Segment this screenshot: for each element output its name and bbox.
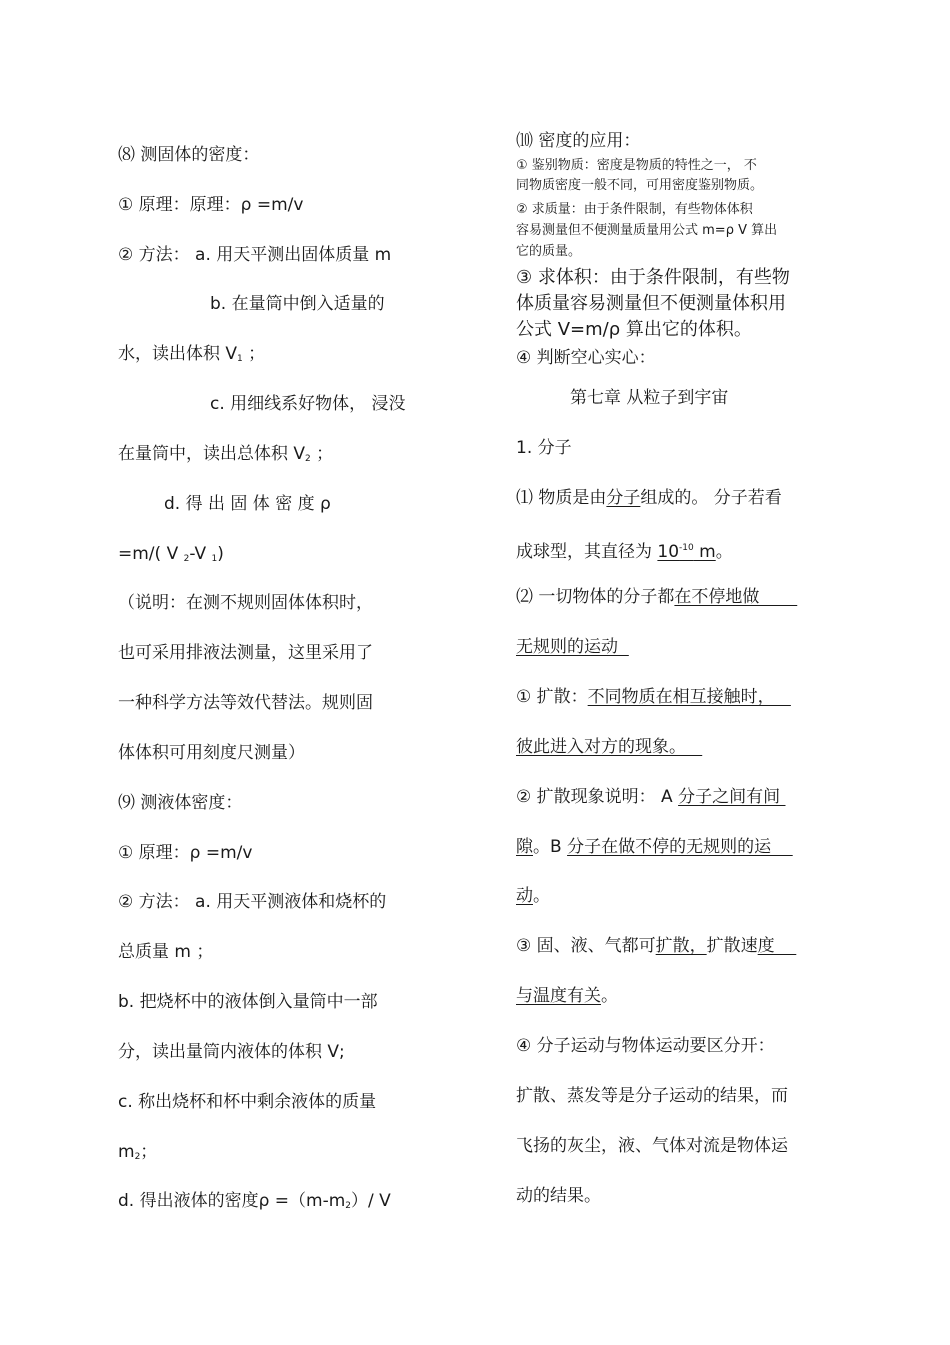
diffusion-states: ③ 固、液、气都可扩散，扩散速度 (516, 936, 797, 956)
molecule-1: ⑴ 物质是由分子组成的。 分子若看 (516, 488, 782, 508)
solid-method-d: d. 得 出 固 体 密 度 ρ (164, 494, 331, 514)
note-line-4: 体体积可用刻度尺测量） (118, 743, 305, 763)
molecule-2-cont: 无规则的运动 (516, 637, 629, 657)
section-9-heading: ⑼ 测液体密度： (118, 793, 243, 813)
solid-method-a: ② 方法： a. 用天平测出固体质量 m (118, 245, 392, 265)
motion-distinguish: ④ 分子运动与物体运动要区分开： (516, 1036, 775, 1056)
liquid-method-b: b. 把烧杯中的液体倒入量筒中一部 (118, 992, 378, 1012)
diffusion-def: ① 扩散：不同物质在相互接触时， (516, 687, 791, 707)
app-volume-1: ③ 求体积：由于条件限制，有些物 (516, 267, 790, 288)
section-8-heading: ⑻ 测固体的密度： (118, 145, 260, 165)
note-line-2: 也可采用排液法测量，这里采用了 (118, 643, 373, 663)
motion-distinguish-4: 动的结果。 (516, 1186, 601, 1206)
app-mass-2: 容易测量但不便测量质量用公式 m=ρ V 算出 (516, 223, 778, 238)
app-hollow: ④ 判断空心实心： (516, 348, 656, 368)
app-identify-2: 同物质密度一般不同，可用密度鉴别物质。 (516, 178, 764, 193)
liquid-principle: ① 原理：ρ =m/v (118, 843, 253, 863)
liquid-method-a-cont: 总质量 m ； (118, 942, 214, 962)
app-volume-3: 公式 V=m/ρ 算出它的体积。 (516, 319, 752, 340)
app-identify-1: ① 鉴别物质：密度是物质的特性之一， 不 (516, 158, 757, 173)
diffusion-explain-cont: 隙。B 分子在做不停的无规则的运 (516, 837, 793, 857)
diffusion-explain: ② 扩散现象说明： A 分子之间有间 (516, 787, 786, 807)
motion-distinguish-3: 飞扬的灰尘，液、气体对流是物体运 (516, 1136, 788, 1156)
molecule-2: ⑵ 一切物体的分子都在不停地做 (516, 587, 798, 607)
note-line-3: 一种科学方法等效代替法。规则固 (118, 693, 373, 713)
solid-method-b-cont: 水，读出体积 $V_1$ ； (118, 344, 266, 364)
app-mass-1: ② 求质量：由于条件限制，有些物体体积 (516, 202, 753, 217)
liquid-method-a: ② 方法： a. 用天平测液体和烧杯的 (118, 892, 387, 912)
section-10-heading: ⑽ 密度的应用： (516, 131, 641, 151)
diffusion-explain-end: 动。 (516, 886, 550, 906)
solid-method-c-cont: 在量筒中，读出总体积 $V_2$ ； (118, 444, 334, 464)
app-mass-3: 它的质量。 (516, 244, 582, 259)
app-volume-2: 体质量容易测量但不便测量体积用 (516, 293, 786, 314)
chapter-7-title: 第七章 从粒子到宇宙 (570, 388, 729, 408)
liquid-method-c-cont: $m_2$； (118, 1142, 158, 1162)
motion-distinguish-2: 扩散、蒸发等是分子运动的结果，而 (516, 1086, 788, 1106)
solid-method-c: c. 用细线系好物体， 浸没 (210, 394, 406, 414)
note-line-1: （说明：在测不规则固体体积时， (118, 593, 373, 613)
molecule-heading: 1. 分子 (516, 438, 572, 458)
diffusion-def-cont: 彼此进入对方的现象。 (516, 737, 703, 757)
liquid-method-b-cont: 分，读出量筒内液体的体积 V; (118, 1042, 345, 1062)
liquid-density-formula: d. 得出液体的密度$\rho =(m-m_2)/$ V (118, 1191, 391, 1211)
diffusion-states-cont: 与温度有关。 (516, 986, 618, 1006)
molecule-1-cont: 成球型，其直径为 $10^{-10}$ m。 (516, 542, 733, 562)
solid-density-formula: =m/( V $_2$-V $_1$) (118, 544, 224, 564)
solid-method-b: b. 在量筒中倒入适量的 (210, 294, 385, 314)
solid-principle: ① 原理：原理：ρ =m/v (118, 195, 304, 215)
liquid-method-c: c. 称出烧杯和杯中剩余液体的质量 (118, 1092, 377, 1112)
